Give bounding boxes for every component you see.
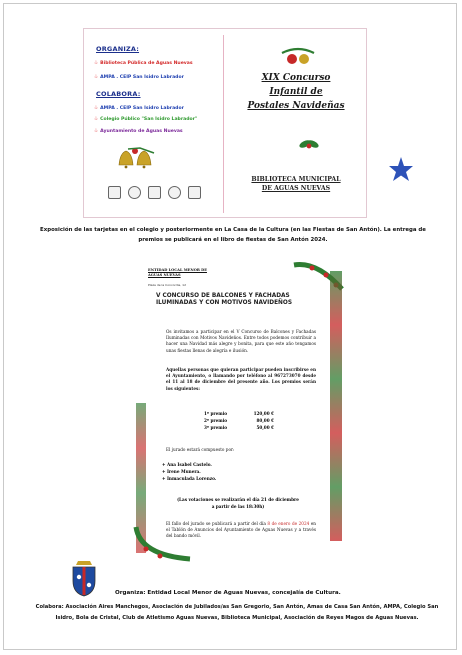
- flyer-caption: Exposición de las tarjetas en el colegio y posteriormente en La Casa de la Cultura (en las Fiestas de San Antón). La entrega de premios se publicará en el libro de fiestas de San Antón 2024.: [40, 227, 426, 243]
- prize-row: 1º premio 120,00 €: [204, 411, 274, 416]
- sponsor-logos: [108, 186, 201, 199]
- sponsor-logo-icon: [148, 186, 161, 199]
- holly-icon: [298, 135, 320, 153]
- voting-note: (Las votaciones se realizarán el día 21 de diciembre a partir de las 18:30h): [177, 497, 299, 509]
- intro-paragraph: Os invitamos a participar en el V Concurso de Balcones y Fachadas Iluminadas con Motivos Navideños. Entre todos podemos contribuir a hacer una Navidad más alegre y bonita, para que este año tengamos unas fiestas llenas de alegría e ilusión.: [166, 329, 316, 353]
- organiza-heading: ORGANIZA:: [96, 45, 140, 53]
- sponsor-logo-icon: [168, 186, 181, 199]
- coat-of-arms-icon: [70, 561, 98, 597]
- contest-title: XIX Concurso Infantil de Postales Navideñas: [247, 73, 345, 111]
- registration-paragraph: Aquellas personas que quieran participar pueden inscribirse en el Ayuntamiento, o llamando por teléfono al 967273070 desde el 11 al 18 de diciembre del presente año. Los premios serán los siguientes:: [166, 367, 316, 391]
- entity-name: ENTIDAD LOCAL MENOR DE AGUAS NUEVAS: [148, 268, 207, 277]
- jury-member: + Ana Isabel Castelo.: [162, 462, 212, 467]
- jury-member: + Irene Munera.: [162, 469, 201, 474]
- colabora-heading: COLABORA:: [96, 90, 141, 98]
- sponsor-logo-icon: [188, 186, 201, 199]
- entity-address: Plaza de la Concordia, 12: [148, 283, 186, 287]
- sponsor-logo-icon: [128, 186, 141, 199]
- contest-doc-title: V CONCURSO DE BALCONES Y FACHADAS ILUMINADAS Y CON MOTIVOS NAVIDEÑOS: [156, 293, 292, 306]
- jury-intro: El jurado estará compuesto por:: [166, 447, 235, 452]
- christmas-bells-icon: [114, 145, 164, 175]
- blue-star-icon: [388, 156, 414, 182]
- colabora-item: ♧ Colegio Público "San Isidro Labrador": [94, 117, 198, 122]
- garland-border-right: [330, 271, 342, 541]
- prize-row: 3º premio 50,00 €: [204, 425, 274, 430]
- result-paragraph: El fallo del jurado se publicará a partir del día 8 de enero de 2024 en el Tablón de Anuncios del Ayuntamiento de Aguas Nuevas y a través del bando móvil.: [166, 521, 317, 539]
- footer-organizer: Organiza: Entidad Local Menor de Aguas Nuevas, concejalía de Cultura.: [115, 590, 341, 596]
- prize-row: 2º premio 80,00 €: [204, 418, 274, 423]
- organiza-item: ♧ AMPA . CEIP San Isidro Labrador: [94, 75, 184, 80]
- colabora-item: ♧ AMPA . CEIP San Isidro Labrador: [94, 106, 184, 111]
- result-date: 8 de enero de 2024: [267, 521, 310, 526]
- ornament-baubles-icon: [280, 47, 316, 67]
- flyer-fold-line: [223, 35, 224, 213]
- balcony-contest-document: [142, 263, 334, 559]
- postcard-contest-flyer: [83, 28, 367, 218]
- jury-member: + Inmaculada Lorenzo.: [162, 476, 217, 481]
- jury-list: [162, 461, 216, 482]
- prize-list: [204, 410, 274, 431]
- colabora-item: ♧ Ayuntamiento de Aguas Nuevas: [94, 129, 183, 134]
- library-name: BIBLIOTECA MUNICIPAL DE AGUAS NUEVAS: [251, 176, 341, 192]
- footer-collaborators: Colabora: Asociación Aires Manchegos, Asociación de Jubilados/as San Gregorio, San Antón, Amas de Casa San Antón, AMPA, Colegio San Isidro, Bola de Cristal, Club de Atletismo Aguas Nuevas, Biblioteca Municipal, Asociación de Reyes Magos de Aguas Nuevas.: [35, 604, 439, 621]
- organiza-item: ♧ Biblioteca Pública de Aguas Nuevas: [94, 61, 193, 66]
- sponsor-logo-icon: [108, 186, 121, 199]
